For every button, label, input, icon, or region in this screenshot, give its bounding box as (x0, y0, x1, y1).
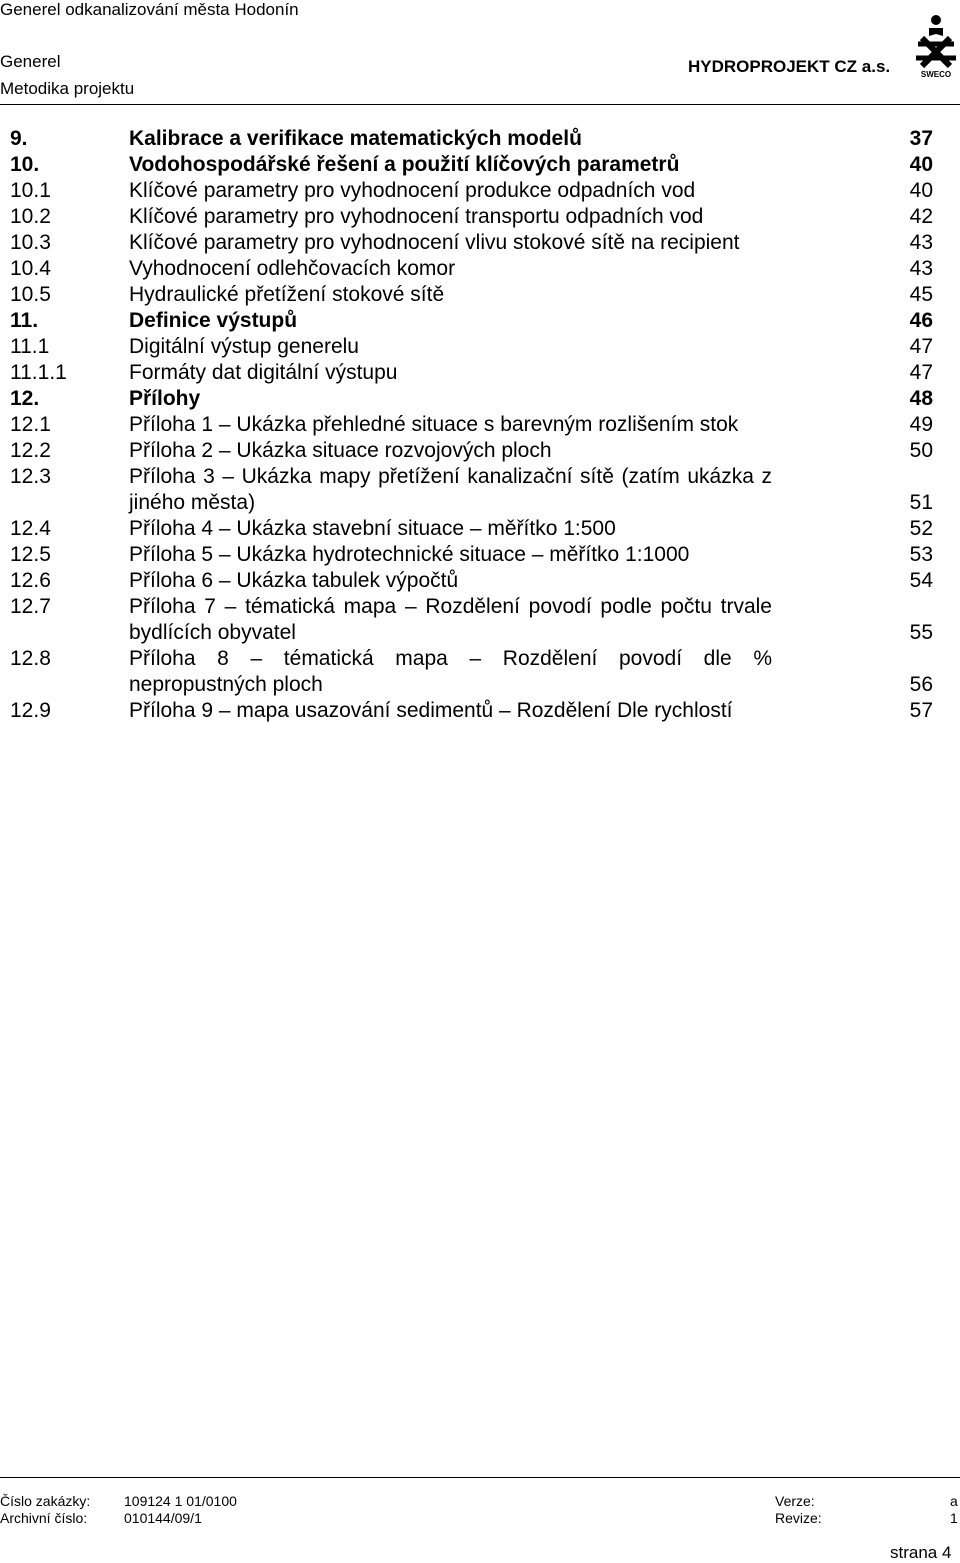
toc-entry[interactable] (0, 256, 960, 282)
toc-entry-title: Příloha 4 – Ukázka stavební situace – měřítko 1:500 (129, 517, 616, 540)
toc-entry-title: Definice výstupů (129, 309, 298, 332)
order-number-value: 109124 1 01/0100 (124, 1493, 237, 1509)
toc-entry-number: 12.3 (10, 465, 51, 488)
toc-entry-title: Příloha 8 – tématická mapa – Rozdělení povodí dle % nepropustných ploch (129, 647, 772, 696)
toc-entry-number: 12.5 (10, 543, 51, 566)
toc-entry-number: 11. (10, 309, 39, 332)
toc-entry-page: 49 (909, 413, 933, 436)
sweco-logo (912, 14, 960, 80)
toc-entry[interactable] (0, 464, 960, 516)
toc-entry-page: 45 (909, 283, 933, 306)
toc-entry-number: 10.3 (10, 231, 51, 254)
toc-entry[interactable] (0, 204, 960, 230)
toc-entry-page: 46 (909, 309, 933, 332)
footer-divider (0, 1477, 960, 1478)
toc-entry-page: 47 (909, 361, 933, 384)
table-of-contents (0, 126, 960, 724)
toc-entry-title: Příloha 3 – Ukázka mapy přetížení kanalizační sítě (zatím ukázka z jiného města) (129, 465, 772, 514)
toc-entry-number: 11.1.1 (10, 361, 67, 384)
toc-entry-page: 43 (909, 257, 933, 280)
toc-entry-page: 40 (909, 153, 933, 176)
toc-entry-title: Hydraulické přetížení stokové sítě (129, 283, 445, 306)
header-divider (0, 104, 960, 105)
toc-entry-title: Digitální výstup generelu (129, 335, 359, 358)
archive-number-value: 010144/09/1 (124, 1510, 202, 1526)
svg-text:SWECO: SWECO (920, 70, 952, 79)
order-number-label: Číslo zakázky: (0, 1493, 91, 1509)
toc-entry-number: 12.7 (10, 595, 51, 618)
toc-entry-number: 10.1 (10, 179, 51, 202)
toc-entry-page: 37 (909, 127, 933, 150)
toc-entry-page: 50 (909, 439, 933, 462)
toc-entry-page: 55 (909, 621, 933, 644)
toc-entry[interactable] (0, 568, 960, 594)
header-methodology: Metodika projektu (0, 79, 135, 98)
toc-entry-page: 42 (909, 205, 933, 228)
page-number: strana 4 (890, 1543, 952, 1562)
toc-entry[interactable] (0, 178, 960, 204)
version-value: a (950, 1493, 958, 1509)
toc-entry-number: 10.5 (10, 283, 51, 306)
toc-entry-title: Klíčové parametry pro vyhodnocení vlivu stokové sítě na recipient (129, 231, 740, 254)
toc-entry[interactable] (0, 698, 960, 724)
toc-entry-title: Klíčové parametry pro vyhodnocení transportu odpadních vod (129, 205, 704, 228)
toc-entry-page: 57 (909, 699, 933, 722)
toc-entry-page: 54 (909, 569, 933, 592)
revision-value: 1 (950, 1510, 958, 1526)
toc-entry-title: Příloha 9 – mapa usazování sedimentů – Rozdělení Dle rychlostí (129, 699, 733, 722)
toc-entry-title: Příloha 5 – Ukázka hydrotechnické situace – měřítko 1:1000 (129, 543, 690, 566)
toc-entry[interactable] (0, 334, 960, 360)
version-label: Verze: (775, 1493, 815, 1509)
toc-entry-number: 10. (10, 153, 40, 176)
revision-label: Revize: (775, 1510, 822, 1526)
toc-entry-number: 12.8 (10, 647, 51, 670)
toc-entry-page: 47 (909, 335, 933, 358)
toc-entry-page: 51 (909, 491, 933, 514)
toc-entry[interactable] (0, 282, 960, 308)
toc-entry[interactable] (0, 646, 960, 698)
toc-entry-number: 9. (10, 127, 28, 150)
toc-entry-page: 40 (909, 179, 933, 202)
archive-number-label: Archivní číslo: (0, 1510, 88, 1526)
toc-entry-title: Příloha 1 – Ukázka přehledné situace s barevným rozlišením stok (129, 413, 739, 436)
toc-entry[interactable] (0, 152, 960, 178)
toc-entry-number: 10.2 (10, 205, 51, 228)
toc-entry[interactable] (0, 126, 960, 152)
toc-entry[interactable] (0, 308, 960, 334)
toc-entry-page: 52 (909, 517, 933, 540)
toc-entry[interactable] (0, 594, 960, 646)
toc-entry-number: 12.2 (10, 439, 51, 462)
company-name: HYDROPROJEKT CZ a.s. (688, 57, 891, 76)
toc-entry-page: 48 (909, 387, 933, 410)
toc-entry[interactable] (0, 412, 960, 438)
toc-entry-title: Kalibrace a verifikace matematických modelů (129, 127, 582, 150)
toc-entry[interactable] (0, 516, 960, 542)
toc-entry-title: Formáty dat digitální výstupu (129, 361, 398, 384)
toc-entry-title: Přílohy (129, 387, 201, 410)
toc-entry[interactable] (0, 438, 960, 464)
toc-entry-number: 12.6 (10, 569, 51, 592)
toc-entry-number: 10.4 (10, 257, 51, 280)
toc-entry-number: 12.4 (10, 517, 51, 540)
toc-entry-page: 56 (909, 673, 933, 696)
toc-entry-number: 11.1 (10, 335, 50, 358)
toc-entry[interactable] (0, 230, 960, 256)
toc-entry-number: 12. (10, 387, 40, 410)
toc-entry-title: Příloha 6 – Ukázka tabulek výpočtů (129, 569, 459, 592)
toc-entry-number: 12.9 (10, 699, 51, 722)
toc-entry-title: Klíčové parametry pro vyhodnocení produkce odpadních vod (129, 179, 696, 202)
toc-entry-title: Příloha 2 – Ukázka situace rozvojových ploch (129, 439, 552, 462)
toc-entry-number: 12.1 (10, 413, 51, 436)
toc-entry-title: Příloha 7 – tématická mapa – Rozdělení povodí podle počtu trvale bydlících obyvatel (129, 595, 772, 644)
toc-entry-page: 53 (909, 543, 933, 566)
header-generel: Generel (0, 52, 61, 71)
toc-entry[interactable] (0, 386, 960, 412)
toc-entry-title: Vodohospodářské řešení a použití klíčových parametrů (129, 153, 680, 176)
toc-entry-page: 43 (909, 231, 933, 254)
toc-entry[interactable] (0, 360, 960, 386)
document-title: Generel odkanalizování města Hodonín (0, 0, 299, 19)
toc-entry[interactable] (0, 542, 960, 568)
toc-entry-title: Vyhodnocení odlehčovacích komor (129, 257, 456, 280)
